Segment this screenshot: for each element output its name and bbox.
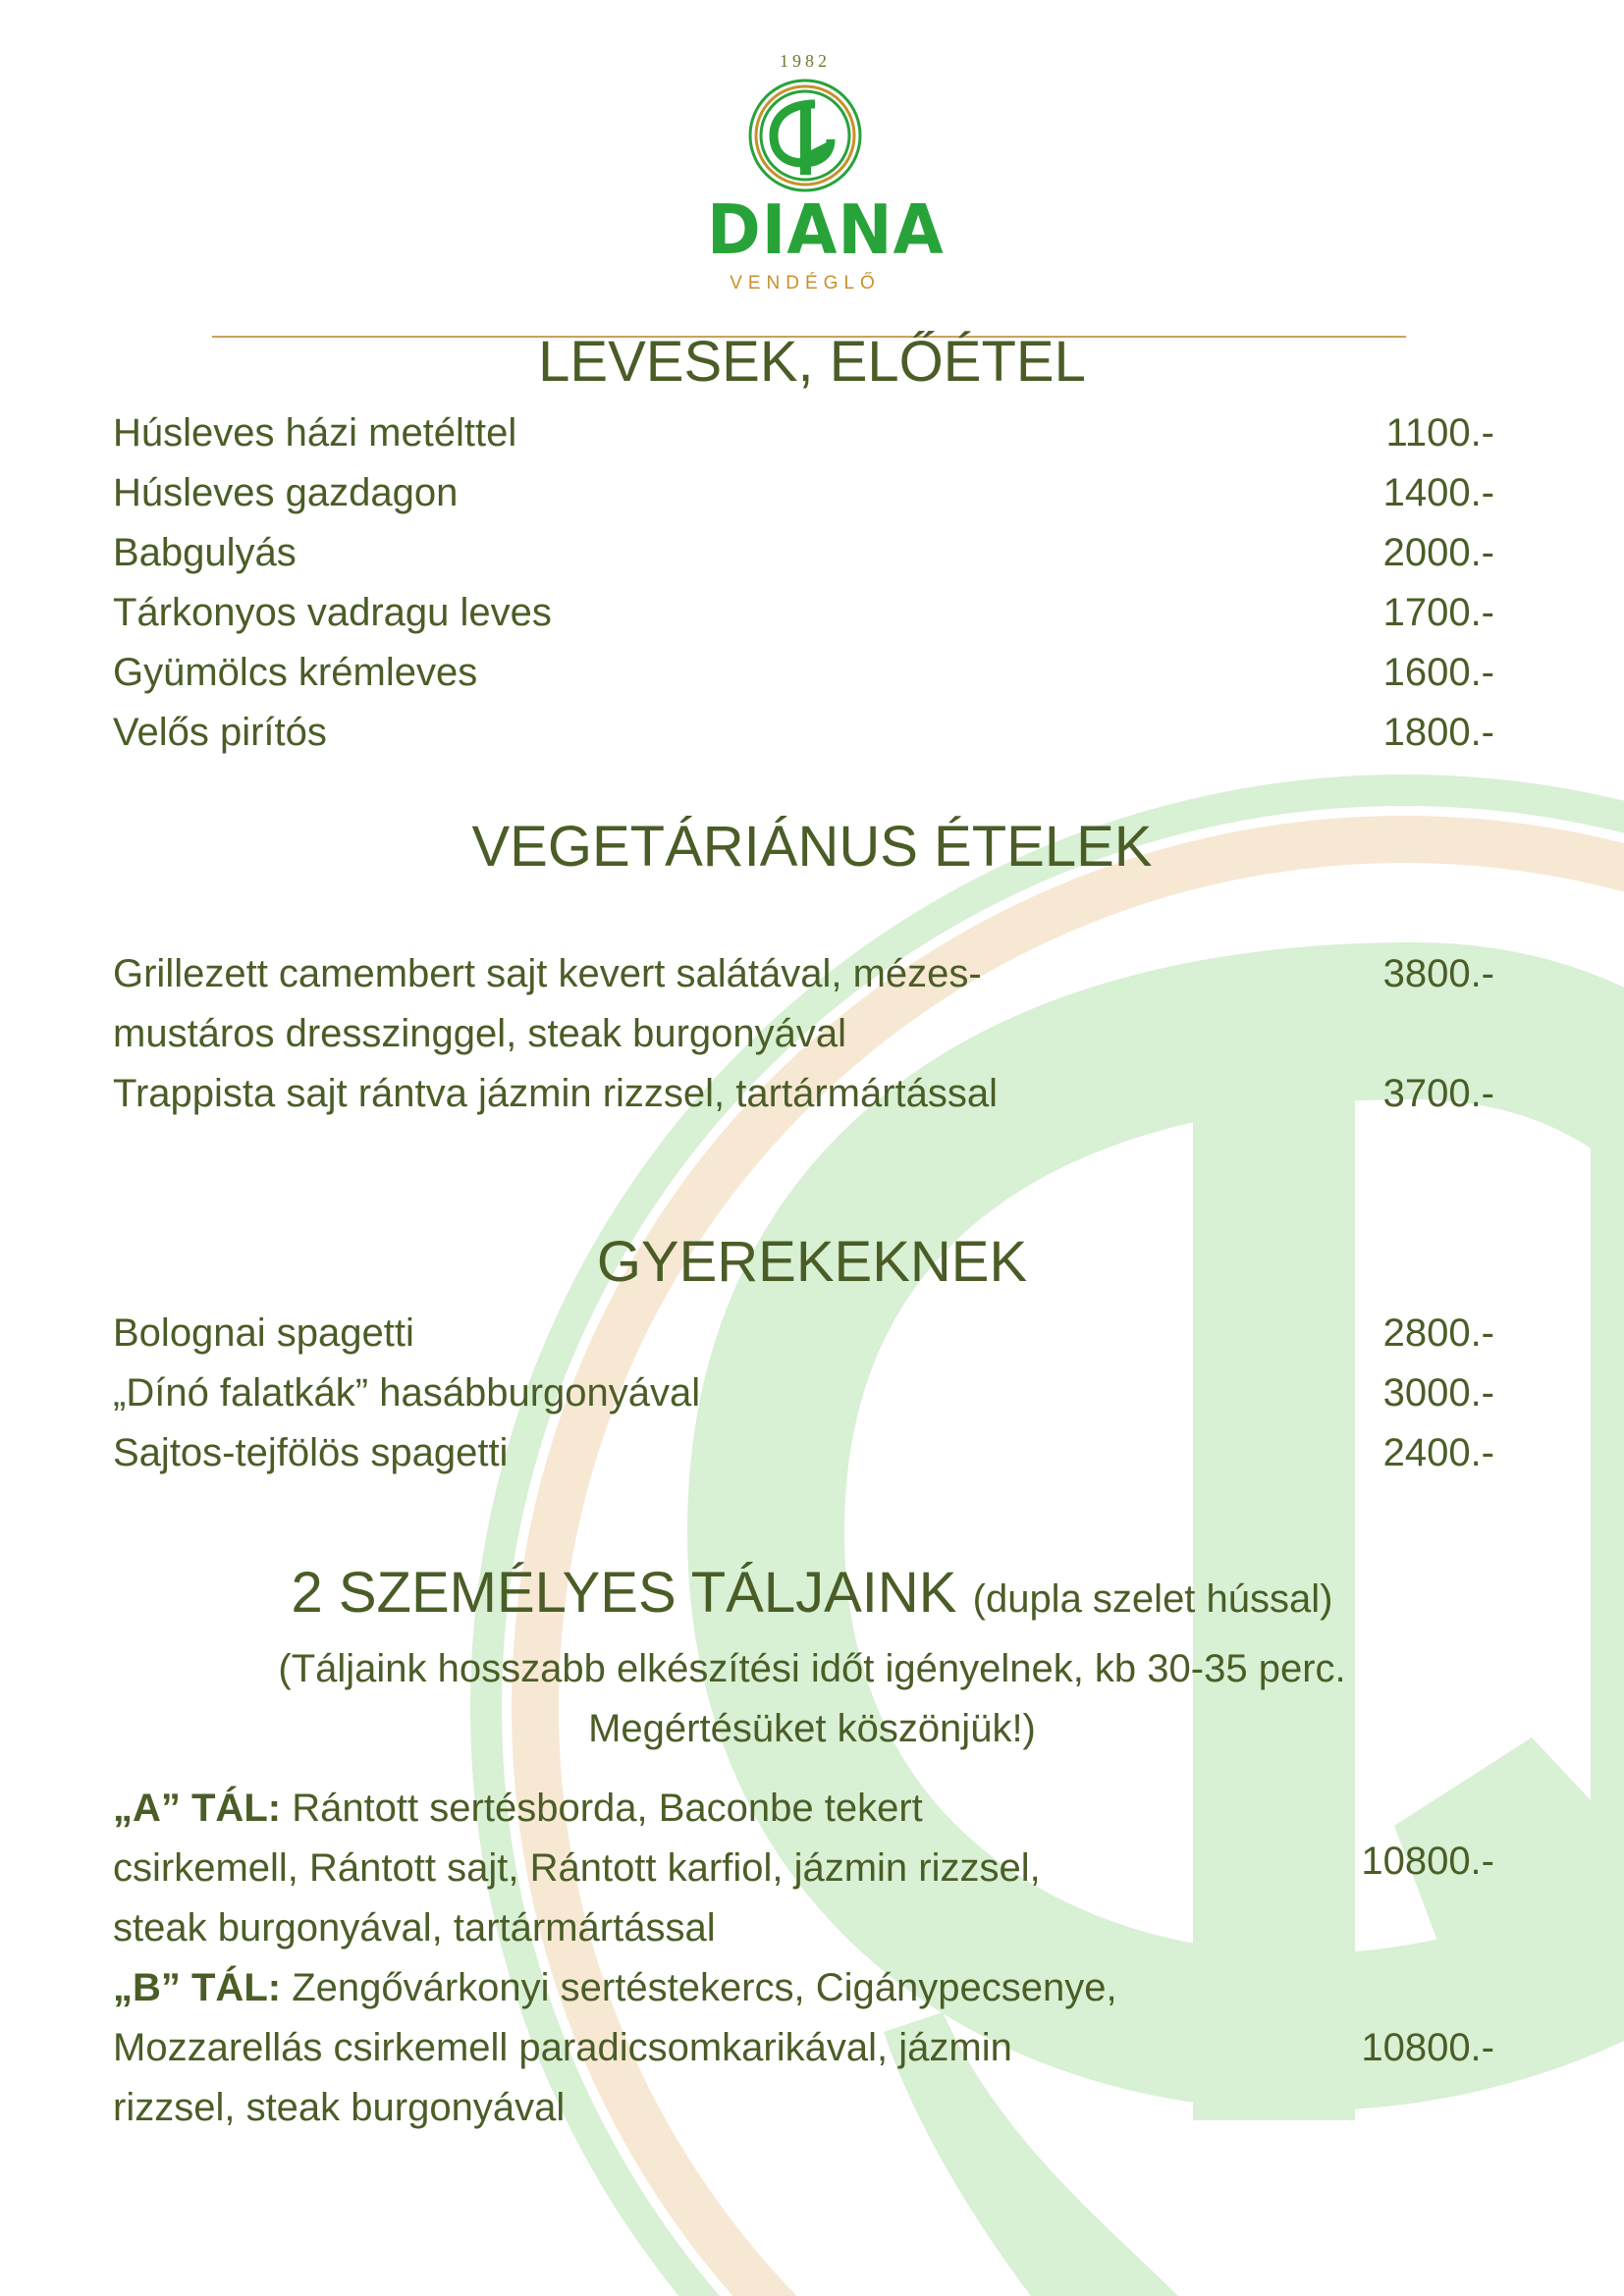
section-title-kids: GYEREKEKNEK <box>596 1230 1028 1294</box>
menu-item-price: 2000.- <box>1382 531 1494 574</box>
menu-item-price: 2800.- <box>1382 1311 1494 1355</box>
menu-item-price: 1100.- <box>1385 411 1494 454</box>
logo-subtitle: VENDÉGLŐ <box>730 273 881 294</box>
menu-item-price: 1800.- <box>1382 711 1494 754</box>
platter-label: „A” TÁL: <box>113 1787 282 1830</box>
menu-item-price: 2400.- <box>1382 1431 1494 1474</box>
menu-item-name: Babgulyás <box>113 531 297 574</box>
restaurant-logo <box>707 51 945 311</box>
menu-item-name: Sajtos-tejfölös spagetti <box>113 1431 509 1474</box>
menu-item-name: Velős pirítós <box>113 711 327 754</box>
platters-title: 2 SZEMÉLYES TÁLJAINK <box>291 1561 957 1625</box>
menu-item-price: 1600.- <box>1382 651 1494 694</box>
platter-b-line2: Mozzarellás csirkemell paradicsomkarikával, jázmin <box>113 2026 1012 2069</box>
menu-item-name: Húsleves gazdagon <box>113 471 459 514</box>
platter-b-line3: rizzsel, steak burgonyával <box>113 2086 566 2129</box>
logo-year: 1982 <box>780 51 831 71</box>
logo-name: DIANA <box>707 190 945 270</box>
menu-item-name: Bolognai spagetti <box>113 1311 414 1355</box>
menu-item-name: Tárkonyos vadragu leves <box>113 591 552 634</box>
menu-item-name: Trappista sajt rántva jázmin rizzsel, tartármártással <box>113 1072 999 1115</box>
platter-label: „B” TÁL: <box>113 1966 282 2009</box>
platter-text: Zengővárkonyi sertéstekercs, Cigánypecsenye, <box>281 1966 1117 2009</box>
menu-item-name: „Dínó falatkák” hasábburgonyával <box>113 1371 701 1415</box>
platter-text: Rántott sertésborda, Baconbe tekert <box>281 1787 923 1830</box>
platter-a-price: 10800.- <box>1361 1840 1494 1883</box>
menu-item-name-line2: mustáros dresszinggel, steak burgonyával <box>113 1012 847 1055</box>
menu-item-price: 1700.- <box>1382 591 1494 634</box>
platters-note-line1: (Táljaink hosszabb elkészítési időt igényelnek, kb 30-35 perc. <box>278 1647 1346 1690</box>
menu-item-name: Gyümölcs krémleves <box>113 651 478 694</box>
menu-item-name: Húsleves házi metélttel <box>113 411 517 454</box>
platter-b-price: 10800.- <box>1361 2026 1494 2069</box>
menu-item-price: 3000.- <box>1382 1371 1494 1415</box>
platter-a-line3: steak burgonyával, tartármártással <box>113 1906 716 1949</box>
menu-item-price: 3800.- <box>1382 952 1494 995</box>
menu-item-price: 1400.- <box>1382 471 1494 514</box>
platter-a-line1 <box>113 1779 923 1838</box>
platter-b-line1 <box>113 1958 1117 2017</box>
platters-title-note: (dupla szelet hússal) <box>972 1577 1333 1621</box>
section-title-vegetarian: VEGETÁRIÁNUS ÉTELEK <box>471 815 1153 879</box>
menu-item-price: 3700.- <box>1382 1072 1494 1115</box>
platters-note-line2: Megértésüket köszönjük!) <box>588 1707 1036 1750</box>
section-title-soups: LEVESEK, ELŐÉTEL <box>538 330 1086 394</box>
menu-item-name-line1: Grillezett camembert sajt kevert salátával, mézes- <box>113 952 982 995</box>
logo-emblem-icon <box>746 77 864 194</box>
platter-a-line2: csirkemell, Rántott sajt, Rántott karfiol, jázmin rizzsel, <box>113 1846 1041 1890</box>
section-title-platters <box>0 1561 1624 1631</box>
